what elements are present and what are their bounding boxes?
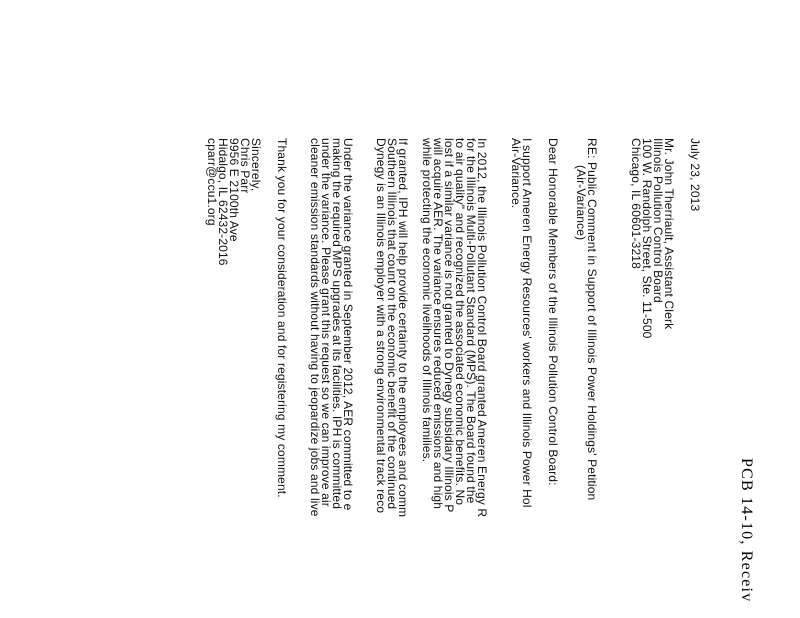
- paragraph-line: to air quality" and recognized the associated economic benefits. No: [453, 138, 467, 506]
- paragraph-line: Air-Variance.: [509, 138, 523, 209]
- paragraph-line: for the Illinois Multi-Pollutant Standard (MPS). The Board found the: [464, 138, 478, 504]
- recipient-line: Chicago, IL 60601-3218: [629, 138, 643, 269]
- paragraph-line: making the required MPS upgrades at its facilities. IPH is committed: [330, 138, 344, 510]
- paragraph-line: Southern Illinois that count on the economic benefit of the continued: [385, 138, 399, 510]
- signature-line: 9956 E 2100th Ave: [227, 138, 241, 242]
- re-line: RE: Public Comment in Support of Illinois Power Holdings' Petition: [585, 138, 599, 501]
- re-line: (Air-Variance): [574, 165, 588, 241]
- paragraph-line: In 2012, the Illinois Pollution Control Board granted Ameren Energy R: [475, 138, 489, 518]
- paragraph-line: under the variance. Please grant this request so we can improve air: [319, 138, 333, 507]
- signature-line: Sincerely,: [249, 138, 263, 192]
- paragraph-line: while protecting the economic livelihoods of Illinois families.: [420, 138, 434, 463]
- salutation: Dear Honorable Members of the Illinois Pollution Control Board:: [546, 138, 560, 486]
- recipient-line: Illinois Pollution Control Board: [651, 138, 665, 303]
- signature-line: cparr@ccu1.org: [205, 138, 219, 226]
- paragraph-line: If granted, IPH will help provide certainty to the employees and comm: [396, 138, 410, 518]
- paragraph-line: Under the variance granted in September 2012, AER committed to e: [341, 138, 355, 511]
- paragraph-line: cleaner emission standards without having to jeopardize jobs and live: [308, 138, 322, 517]
- signature-line: Chris Parr: [238, 138, 252, 194]
- signature-line: Hidalgo, IL 62432-2016: [216, 138, 230, 266]
- letter-date: July 23, 2013: [688, 138, 702, 212]
- paragraph-line: will acquire AER. The variance ensures reduced emissions and high: [431, 138, 445, 510]
- paragraph-line: I support Ameren Energy Resources' workers and Illinois Power Hol: [520, 138, 534, 508]
- recipient-line: Mr. John Therriault, Assistant Clerk: [662, 138, 676, 330]
- recipient-line: 100 W. Randolph Street, Ste. 11-500: [640, 138, 654, 339]
- paragraph-line: lost if a similar variance is not granted to Dynegy subsidiary Illinois P: [442, 138, 456, 513]
- paragraph-line: Dynegy is an Illinois employer with a strong environmental track reco: [374, 138, 388, 514]
- received-stamp: PCB 14-10, Receiv: [738, 458, 755, 603]
- paragraph-line: Thank you for your consideration and for registering my comment.: [275, 138, 289, 498]
